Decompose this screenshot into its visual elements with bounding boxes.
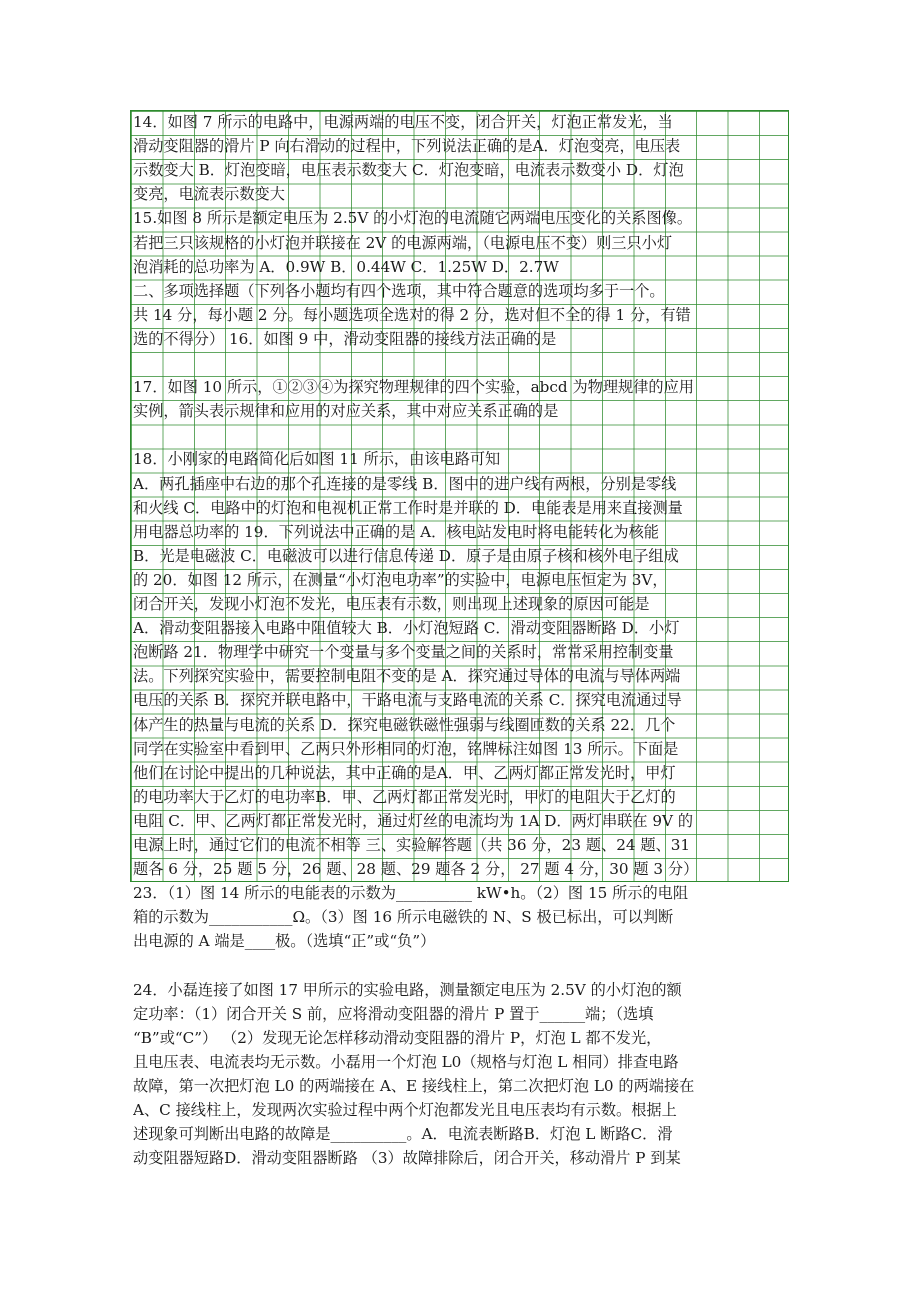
text-line: 滑动变阻器的滑片 P 向右滑动的过程中，下列说法正确的是A．灯泡变亮，电压表	[133, 137, 681, 156]
text-line: 动变阻器短路D．滑动变阻器断路 （3）故障排除后，闭合开关，移动滑片 P 到某	[133, 1149, 681, 1168]
text-line: 的 20．如图 12 所示，在测量“小灯泡电功率”的实验中，电源电压恒定为 3V，	[133, 570, 668, 589]
text-line: 电源上时，通过它们的电流不相等 三、实验解答题（共 36 分，23 题、24 题、31	[133, 836, 691, 854]
text-line: 题各 6 分，25 题 5 分，26 题、28 题、29 题各 2 分， 27 题 4 分，30 题 3 分）	[133, 860, 699, 879]
text-line: 15.如图 8 所示是额定电压为 2.5V 的小灯泡的电流随它两端电压变化的关系图像。	[133, 209, 693, 228]
text-line: 且电压表、电流表均无示数。小磊用一个灯泡 L0（规格与灯泡 L 相同）排查电路	[133, 1052, 679, 1071]
text-line: 用电器总功率的 19．下列说法中正确的是 A．核电站发电时将电能转化为核能	[133, 522, 659, 541]
text-line: 述现象可判断出电路的故障是__________。A．电流表断路B．灯泡 L 断路C．滑	[133, 1125, 673, 1144]
text-line: 定功率：（1）闭合开关 S 前，应将滑动变阻器的滑片 P 置于______端；（选填	[133, 1004, 654, 1023]
text-line	[133, 954, 793, 978]
text-line	[133, 423, 793, 447]
text-line: 选的不得分） 16．如图 9 中，滑动变阻器的接线方法正确的是	[133, 329, 557, 348]
text-line: 的电功率大于乙灯的电功率B．甲、乙两灯都正常发光时，甲灯的电阻大于乙灯的	[133, 787, 676, 806]
text-line: 实例，箭头表示规律和应用的对应关系，其中对应关系正确的是	[133, 402, 559, 421]
text-line: 同学在实验室中看到甲、乙两只外形相同的灯泡，铭牌标注如图 13 所示。下面是	[133, 739, 679, 758]
text-line: B．光是电磁波 C．电磁波可以进行信息传递 D．原子是由原子核和核外电子组成	[133, 546, 679, 565]
text-line: 18．小刚家的电路简化后如图 11 所示，由该电路可知	[133, 450, 501, 469]
text-line: 和火线 C．电路中的灯泡和电视机正常工作时是并联的 D．电能表是用来直接测量	[133, 498, 683, 517]
text-line: 23．（1）图 14 所示的电能表的示数为__________ kW•h。（2）图 15 所示的电阻	[133, 884, 689, 903]
text-line: 故障，第一次把灯泡 L0 的两端接在 A、E 接线柱上，第二次把灯泡 L0 的两端接在	[133, 1077, 695, 1095]
text-line: 24．小磊连接了如图 17 甲所示的实验电路，测量额定电压为 2.5V 的小灯泡的额	[133, 980, 682, 999]
text-line: 电阻 C．甲、乙两灯都正常发光时，通过灯丝的电流均为 1A D．两灯串联在 9V 的	[133, 811, 694, 830]
text-line: 法。下列探究实验中，需要控制电阻不变的是 A．探究通过导体的电流与导体两端	[133, 667, 681, 686]
text-line: 14．如图 7 所示的电路中，电源两端的电压不变，闭合开关，灯泡正常发光，当	[133, 113, 673, 131]
text-line: 电压的关系 B．探究并联电路中，干路电流与支路电流的关系 C．探究电流通过导	[133, 691, 682, 710]
text-line: 示数变大 B．灯泡变暗，电压表示数变大 C．灯泡变暗，电流表示数变小 D．灯泡	[133, 161, 684, 180]
text-line: A、C 接线柱上，发现两次实验过程中两个灯泡都发光且电压表均有示数。根据上	[133, 1101, 677, 1120]
text-line: A．两孔插座中右边的那个孔连接的是零线 B．图中的进户线有两根，分别是零线	[133, 474, 677, 493]
text-line: 泡消耗的总功率为 A．0.9W B．0.44W C．1.25W D．2.7W	[133, 257, 559, 276]
text-line: 若把三只该规格的小灯泡并联接在 2V 的电源两端，（电源电压不变）则三只小灯	[133, 233, 673, 252]
text-line: 出电源的 A 端是____极。（选填“正”或“负”）	[133, 932, 436, 951]
document-page-grid	[130, 110, 789, 1168]
text-line: “B”或“C”） （2）发现无论怎样移动滑动变阻器的滑片 P，灯泡 L 都不发光，	[133, 1028, 662, 1047]
text-line	[133, 351, 793, 375]
text-line: 他们在讨论中提出的几种说法，其中正确的是A．甲、乙两灯都正常发光时，甲灯	[133, 763, 676, 782]
text-line: 二、多项选择题（下列各小题均有四个选项，其中符合题意的选项均多于一个。	[133, 281, 665, 300]
text-line: A．滑动变阻器接入电路中阻值较大 B．小灯泡短路 C．滑动变阻器断路 D．小灯	[133, 619, 680, 638]
text-line: 体产生的热量与电流的关系 D．探究电磁铁磁性强弱与线圈匝数的关系 22．几个	[133, 715, 676, 734]
text-line: 17．如图 10 所示，①②③④为探究物理规律的四个实验，abcd 为物理规律的应用	[133, 378, 694, 397]
text-line: 闭合开关，发现小灯泡不发光，电压表有示数，则出现上述现象的原因可能是	[133, 595, 650, 613]
text-line: 箱的示数为___________Ω。（3）图 16 所示电磁铁的 N、S 极已标出，可以判断	[133, 908, 674, 927]
text-line: 变亮，电流表示数变大	[133, 185, 285, 204]
text-line: 共 14 分，每小题 2 分。每小题选项全选对的得 2 分，选对但不全的得 1 分，有错	[133, 305, 691, 324]
text-line: 泡断路 21．物理学中研究一个变量与多个变量之间的关系时，常常采用控制变量	[133, 643, 674, 662]
